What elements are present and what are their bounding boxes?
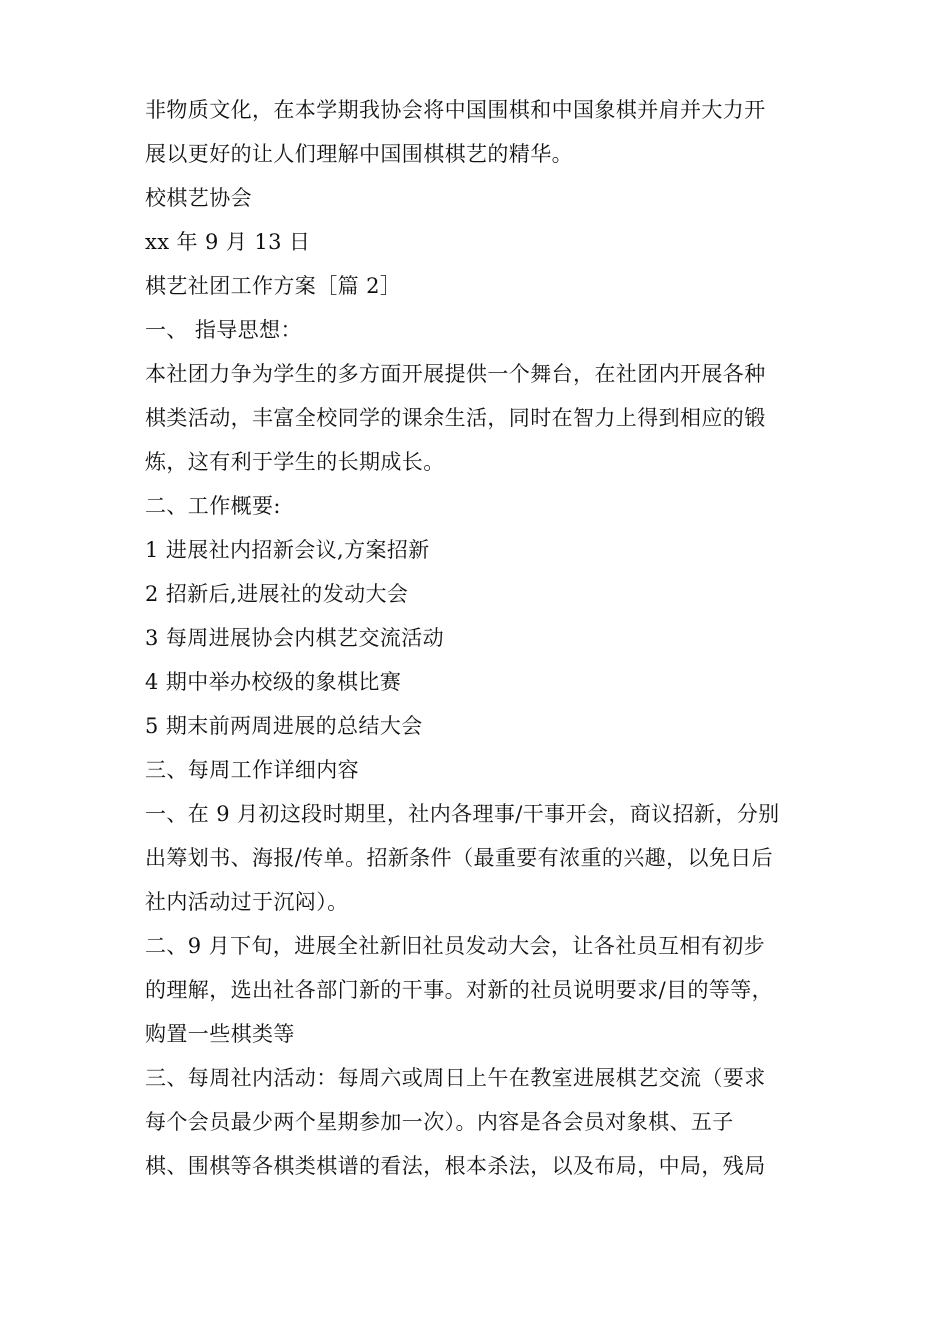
signature-date: xx 年 9 月 13 日	[145, 230, 311, 254]
text-line: 棋、围棋等各棋类棋谱的看法，根本杀法，以及布局，中局，残局	[145, 1154, 766, 1178]
heading-guiding-thought: 一、 指导思想：	[145, 318, 302, 342]
text-line: 社内活动过于沉闷）。	[145, 890, 349, 914]
text-line: 棋类活动，丰富全校同学的课余生活，同时在智力上得到相应的锻	[145, 406, 766, 430]
text-line: 每个会员最少两个星期参加一次）。内容是各会员对象棋、五子	[145, 1110, 734, 1134]
text-line: 本社团力争为学生的多方面开展提供一个舞台，在社团内开展各种	[145, 362, 766, 386]
text-line: 炼，这有利于学生的长期成长。	[145, 450, 445, 474]
list-item: 4 期中举办校级的象棋比赛	[145, 670, 402, 694]
signature-organization: 校棋艺协会	[145, 186, 252, 210]
text-line: 出筹划书、海报/传单。招新条件（最重要有浓重的兴趣，以免日后	[145, 846, 774, 870]
text-line: 二、9 月下旬，进展全社新旧社员发动大会，让各社员互相有初步	[145, 934, 766, 958]
text-line: 非物质文化，在本学期我协会将中国围棋和中国象棋并肩并大力开	[145, 98, 766, 122]
text-line: 一、在 9 月初这段时期里，社内各理事/干事开会，商议招新，分别	[145, 802, 780, 826]
text-line: 三、每周社内活动：每周六或周日上午在教室进展棋艺交流（要求	[145, 1066, 766, 1090]
list-item: 2 招新后,进展社的发动大会	[145, 582, 409, 606]
list-item: 3 每周进展协会内棋艺交流活动	[145, 626, 445, 650]
text-line: 展以更好的让人们理解中国围棋棋艺的精华。	[145, 142, 573, 166]
section-title: 棋艺社团工作方案［篇 2］	[145, 274, 402, 298]
document-body	[145, 88, 810, 1188]
text-line: 购置一些棋类等	[145, 1022, 295, 1046]
text-line: 的理解，选出社各部门新的干事。对新的社员说明要求/目的等等，	[145, 978, 774, 1002]
list-item: 5 期末前两周进展的总结大会	[145, 714, 423, 738]
list-item: 1 进展社内招新会议,方案招新	[145, 538, 430, 562]
heading-weekly-details: 三、每周工作详细内容	[145, 758, 359, 782]
heading-work-overview: 二、工作概要:	[145, 494, 281, 518]
